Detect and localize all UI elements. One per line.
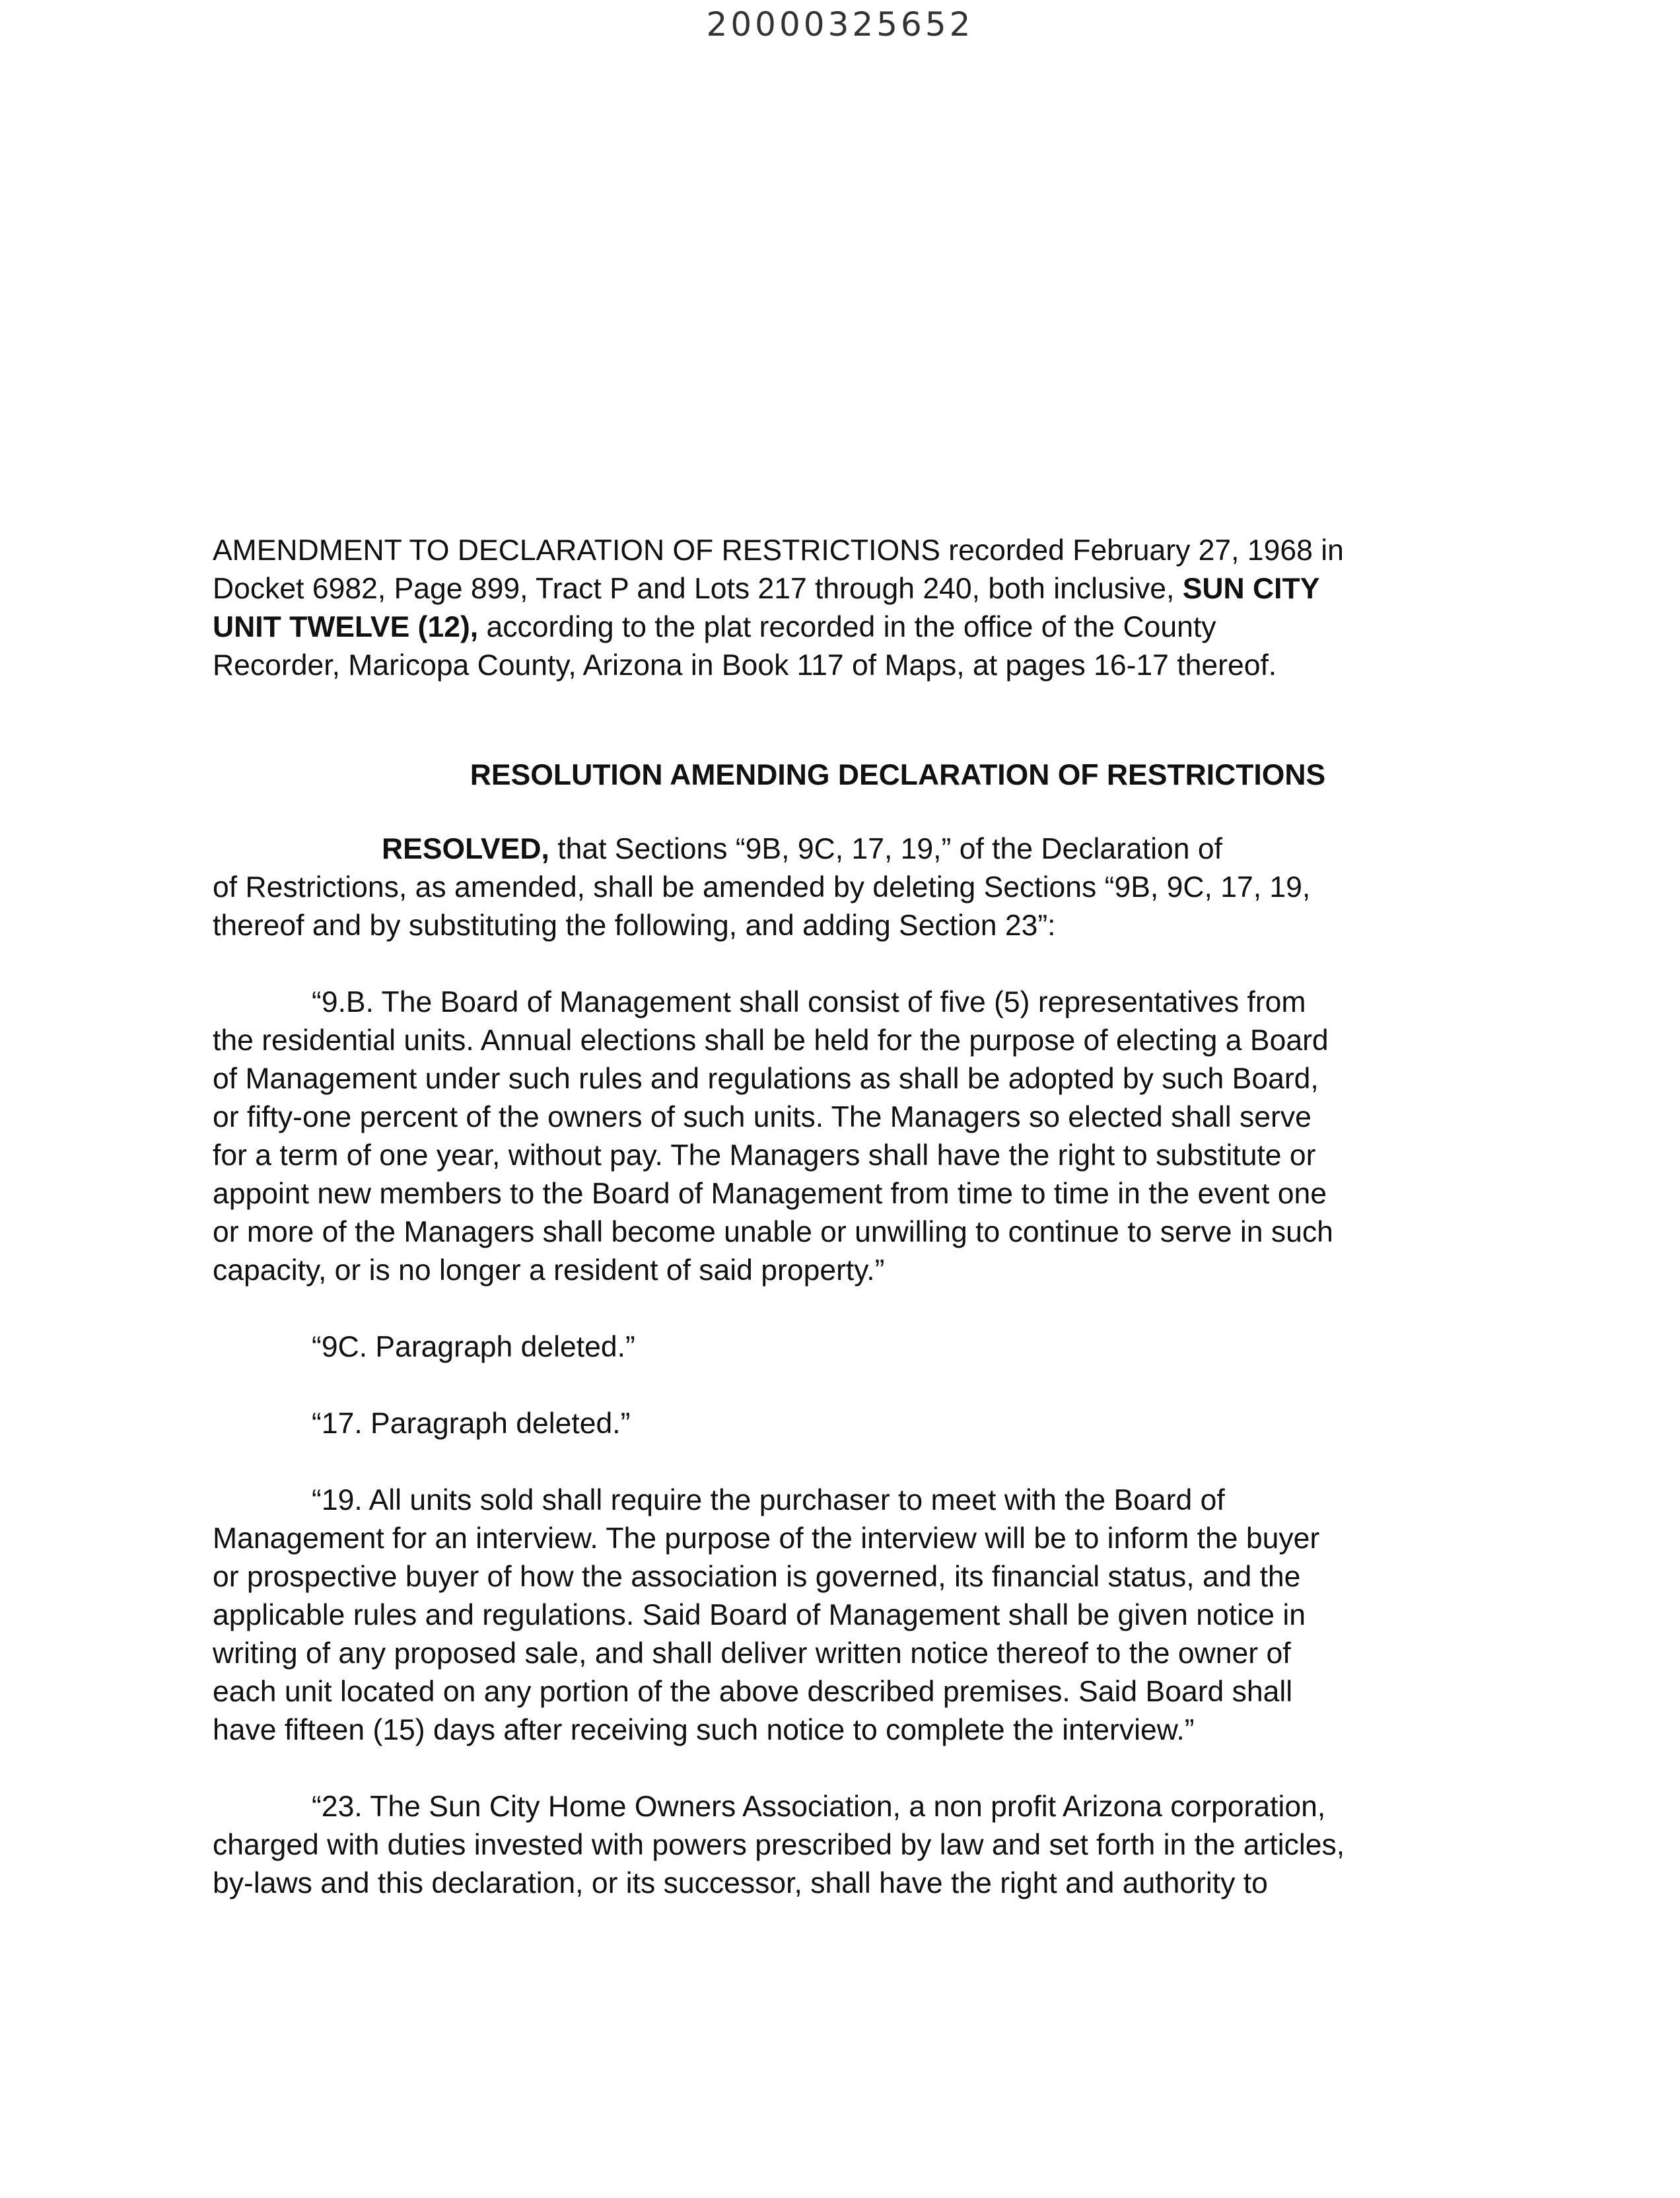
resolved-bold: RESOLVED, [382,833,549,865]
section-19-line-2: Management for an interview. The purpose of the interview will be to inform the buyer [213,1522,1320,1555]
section-9b-line-7: or more of the Managers shall become unable or unwilling to continue to serve in such [213,1216,1333,1248]
section-19-paragraph [213,1481,1520,1750]
section-17-line: “17. Paragraph deleted.” [312,1407,631,1440]
section-19-line-4: applicable rules and regulations. Said Board of Management shall be given notice in [213,1599,1306,1631]
intro-line-2 [213,570,1520,608]
document-body [213,532,1520,1903]
section-17-paragraph [213,1405,1520,1443]
section-9b-line-5: for a term of one year, without pay. The Managers shall have the right to substitute or [213,1139,1316,1172]
resolved-line-2: of Restrictions, as amended, shall be amended by deleting Sections “9B, 9C, 17, 19, [213,871,1311,904]
recording-number: 20000325652 [706,5,974,44]
resolved-line-1 [213,830,1520,869]
section-9b-line-1: “9.B. The Board of Management shall consist of five (5) representatives from [312,986,1306,1018]
section-19-line-5: writing of any proposed sale, and shall deliver written notice thereof to the owner of [213,1637,1291,1670]
section-9b-line-3: of Management under such rules and regulations as shall be adopted by such Board, [213,1063,1319,1095]
unit-twelve-bold: UNIT TWELVE (12), [213,611,479,643]
section-9b-paragraph [213,983,1520,1290]
resolution-heading: RESOLUTION AMENDING DECLARATION OF RESTRICTIONS [470,759,1326,791]
section-23-line-3: by-laws and this declaration, or its successor, shall have the right and authority to [213,1867,1268,1899]
section-9c-paragraph [213,1328,1520,1366]
intro-line-2-text: Docket 6982, Page 899, Tract P and Lots 217 through 240, both inclusive, [213,573,1183,605]
sun-city-bold: SUN CITY [1182,573,1320,605]
section-9b-line-2: the residential units. Annual elections shall be held for the purpose of electing a Board [213,1024,1329,1057]
intro-line-4: Recorder, Maricopa County, Arizona in Book 117 of Maps, at pages 16-17 thereof. [213,649,1277,682]
section-19-line-1: “19. All units sold shall require the purchaser to meet with the Board of [312,1484,1225,1516]
section-19-line-7: have fifteen (15) days after receiving such notice to complete the interview.” [213,1714,1195,1746]
section-9b-line-4: or fifty-one percent of the owners of such units. The Managers so elected shall serve [213,1101,1312,1133]
resolved-line-3: thereof and by substituting the following, and adding Section 23”: [213,909,1056,942]
section-19-line-3: or prospective buyer of how the association is governed, its financial status, and the [213,1561,1301,1593]
intro-line-3-text: according to the plat recorded in the office of the County [478,611,1216,643]
intro-paragraph [213,532,1520,685]
section-19-line-6: each unit located on any portion of the above described premises. Said Board shall [213,1676,1293,1708]
intro-line-3 [213,608,1520,647]
intro-line-1: AMENDMENT TO DECLARATION OF RESTRICTIONS recorded February 27, 1968 in [213,534,1344,567]
section-9b-line-8: capacity, or is no longer a resident of said property.” [213,1254,885,1287]
section-9b-line-6: appoint new members to the Board of Management from time to time in the event one [213,1178,1327,1210]
resolved-line-1-text: that Sections “9B, 9C, 17, 19,” of the Declaration of [549,833,1222,865]
section-23-line-1: “23. The Sun City Home Owners Association, a non profit Arizona corporation, [312,1790,1326,1823]
section-9c-line: “9C. Paragraph deleted.” [312,1331,635,1363]
resolved-paragraph [213,830,1520,945]
section-23-line-2: charged with duties invested with powers prescribed by law and set forth in the articles, [213,1829,1345,1861]
section-23-paragraph [213,1788,1520,1903]
